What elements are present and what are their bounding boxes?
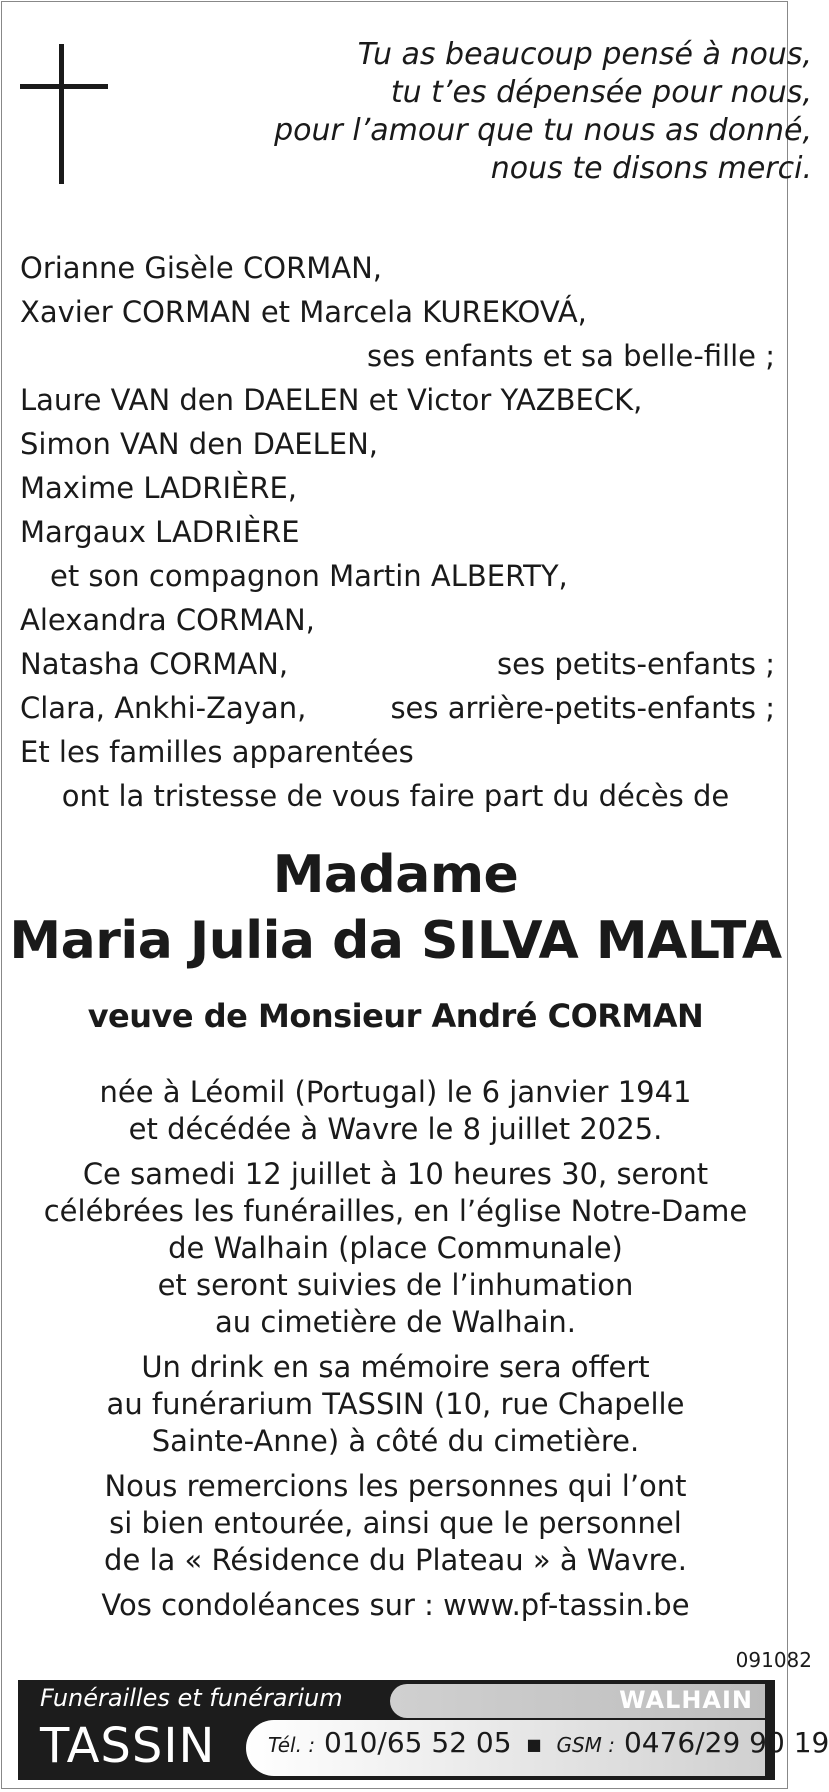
text-line: et décédée à Wavre le 8 juillet 2025. (128, 1112, 663, 1146)
text-line: de la « Résidence du Plateau » à Wavre. (104, 1543, 687, 1577)
poem-line: tu t’es dépensée pour nous, (390, 75, 812, 110)
drink-paragraph (0, 1349, 791, 1460)
text-line: de Walhain (place Communale) (168, 1231, 623, 1265)
tel-number: 010/65 52 05 (323, 1726, 512, 1759)
family-line: Et les familles apparentées (20, 735, 414, 769)
poem-line: nous te disons merci. (490, 151, 812, 186)
text-line: née à Léomil (Portugal) le 6 janvier 1941 (99, 1075, 692, 1109)
family-line: Margaux LADRIÈRE (20, 515, 300, 549)
family-row (20, 686, 775, 730)
funeral-home-banner (18, 1680, 829, 1780)
family-line: Maxime LADRIÈRE, (20, 471, 298, 505)
deceased-name: Maria Julia da SILVA MALTA (9, 911, 782, 971)
cross-icon-bar (20, 84, 108, 89)
text-line: au cimetière de Walhain. (215, 1305, 576, 1339)
text-line: si bien entourée, ainsi que le personnel (109, 1506, 682, 1540)
family-relation: ses arrière-petits-enfants ; (390, 691, 775, 725)
widow-line: veuve de Monsieur André CORMAN (87, 997, 704, 1035)
family-list (20, 246, 775, 774)
text-line: et seront suivies de l’inhumation (157, 1268, 634, 1302)
text-line: au funérarium TASSIN (10, rue Chapelle (106, 1387, 685, 1421)
tel-label: Tél. : (268, 1733, 316, 1757)
deceased-block (0, 842, 791, 1036)
gsm-label: GSM : (556, 1733, 616, 1757)
gsm-number: 0476/29 90 19 (623, 1726, 829, 1759)
funeral-paragraph (0, 1156, 791, 1341)
banner-phones (268, 1726, 829, 1759)
details-block (0, 1074, 791, 1624)
text-line: Nous remercions les personnes qui l’ont (104, 1469, 687, 1503)
banner-city: WALHAIN (619, 1686, 753, 1714)
poem (192, 36, 812, 188)
separator-icon: ■ (526, 1734, 542, 1754)
text-line: Sainte-Anne) à côté du cimetière. (151, 1424, 640, 1458)
family-line: Simon VAN den DAELEN, (20, 427, 379, 461)
family-line: Orianne Gisèle CORMAN, (20, 251, 382, 285)
reference-number: 091082 (735, 1648, 812, 1672)
family-relation: ses enfants et sa belle-fille ; (367, 339, 775, 373)
thanks-paragraph (0, 1468, 791, 1579)
text-line: Un drink en sa mémoire sera offert (141, 1350, 650, 1384)
family-line: Alexandra CORMAN, (20, 603, 315, 637)
deceased-title: Madame (272, 845, 519, 905)
text-line: Ce samedi 12 juillet à 10 heures 30, seront (82, 1157, 709, 1191)
banner-subtitle: Funérailles et funérarium (40, 1684, 343, 1712)
family-line: Clara, Ankhi-Zayan, (20, 691, 307, 725)
condolences-text: Vos condoléances sur : www.pf-tassin.be (101, 1588, 690, 1622)
text-line: célébrées les funérailles, en l’église Notre-Dame (43, 1194, 748, 1228)
birth-paragraph (0, 1074, 791, 1148)
cross-icon (59, 44, 64, 184)
family-line: Natasha CORMAN, (20, 647, 289, 681)
banner-brand: TASSIN (40, 1718, 216, 1774)
announcement-line: ont la tristesse de vous faire part du décès de (61, 779, 730, 813)
family-line: Xavier CORMAN et Marcela KUREKOVÁ, (20, 295, 587, 329)
poem-line: Tu as beaucoup pensé à nous, (357, 37, 812, 72)
family-line: et son compagnon Martin ALBERTY, (50, 559, 568, 593)
family-row (20, 642, 775, 686)
family-line: Laure VAN den DAELEN et Victor YAZBECK, (20, 383, 643, 417)
poem-line: pour l’amour que tu nous as donné, (274, 113, 812, 148)
condolences-line (0, 1587, 791, 1624)
family-relation: ses petits-enfants ; (497, 647, 775, 681)
